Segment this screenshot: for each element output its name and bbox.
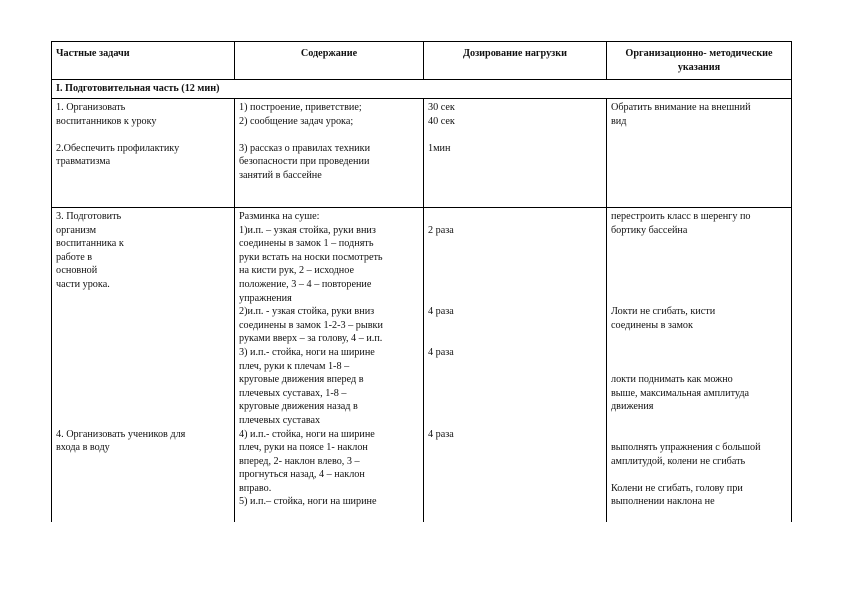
table-row bbox=[52, 208, 792, 523]
section-row bbox=[52, 80, 792, 99]
table-row bbox=[52, 99, 792, 208]
notes-cell: Обратить внимание на внешний вид bbox=[607, 99, 792, 208]
header-content: Содержание bbox=[235, 42, 424, 80]
tasks-cell: 3. Подготовить организм воспитанника к работе в основной части урока. 4. Организовать учеников для входа в воду bbox=[52, 208, 235, 523]
table-header-row bbox=[52, 42, 792, 80]
section-title: I. Подготовительная часть (12 мин) bbox=[52, 80, 792, 99]
content-cell: Разминка на суше: 1)и.п. – узкая стойка, руки вниз соединены в замок 1 – поднять руки встать на носки посмотреть на кисти рук, 2 – исходное положение, 3 – 4 – повторение упражнения 2)и.п. - узкая стойка, руки вниз соединены в замок 1-2-3 – рывки руками вверх – за голову, 4 – и.п. 3) и.п.- стойка, ноги на ширине плеч, руки к плечам 1-8 – круговые движения вперед в плечевых суставах, 1-8 – круговые движения назад в плечевых суставах 4) и.п.- стойка, ноги на ширине плеч, руки на поясе 1- наклон вперед, 2- наклон влево, 3 – прогнуться назад, 4 – наклон вправо. 5) и.п.– стойка, ноги на ширине bbox=[235, 208, 424, 523]
lesson-plan-table bbox=[51, 41, 792, 522]
notes-cell: перестроить класс в шеренгу по бортику бассейна Локти не сгибать, кисти соединены в замок локти поднимать как можно выше, максимальная амплитуда движения выполнять упражнения с большой амплитудой, колени не сгибать Колени не сгибать, голову при выполнении наклона не bbox=[607, 208, 792, 523]
content-cell: 1) построение, приветствие; 2) сообщение задач урока; 3) рассказ о правилах техники безопасности при проведении занятий в бассейне bbox=[235, 99, 424, 208]
header-dosage: Дозирование нагрузки bbox=[424, 42, 607, 80]
header-tasks: Частные задачи bbox=[52, 42, 235, 80]
dosage-cell: 2 раза 4 раза 4 раза 4 раза bbox=[424, 208, 607, 523]
header-notes: Организационно- методические указания bbox=[607, 42, 792, 80]
tasks-cell: 1. Организовать воспитанников к уроку 2.Обеспечить профилактику травматизма bbox=[52, 99, 235, 208]
dosage-cell: 30 сек 40 сек 1мин bbox=[424, 99, 607, 208]
